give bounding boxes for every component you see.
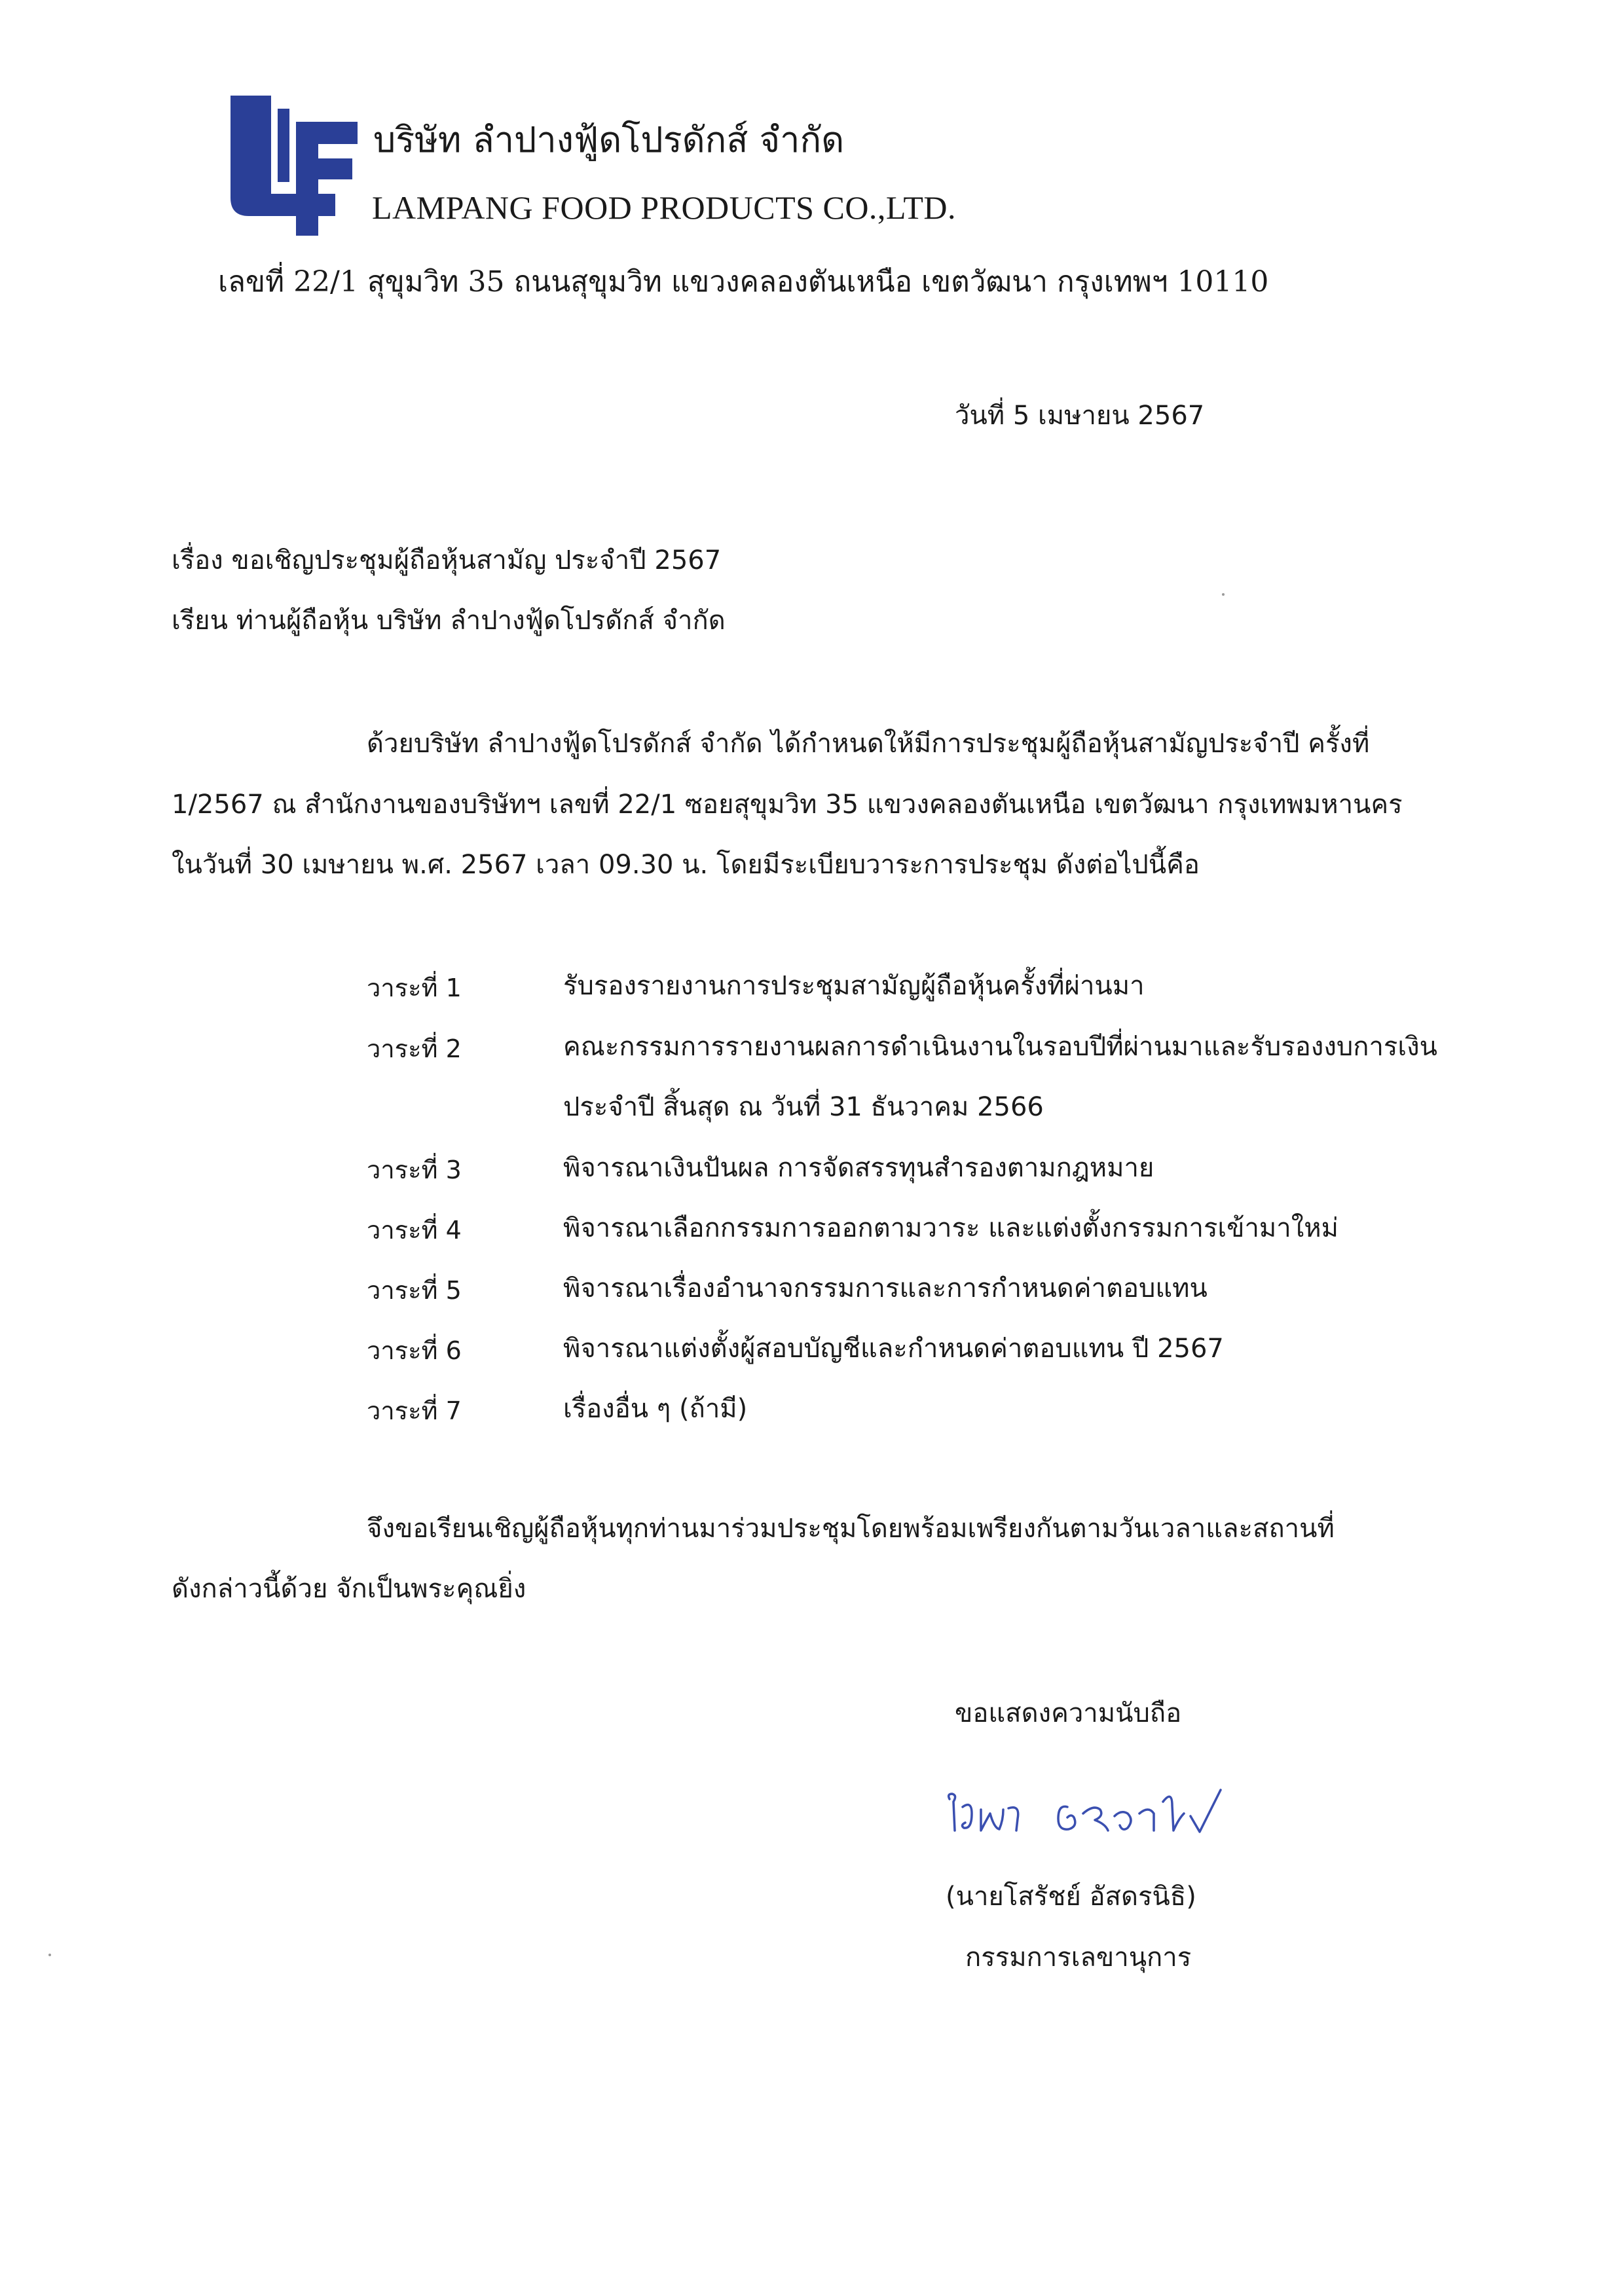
company-logo (231, 96, 358, 236)
signer-name: (นายโสรัชย์ อัสดรนิธิ) (946, 1882, 1196, 1912)
letter-date: วันที่ 5 เมษายน 2567 (955, 401, 1205, 431)
closing-salutation: ขอแสดงความนับถือ (955, 1698, 1182, 1728)
company-address: เลขที่ 22/1 สุขุมวิท 35 ถนนสุขุมวิท แขวงคลองตันเหนือ เขตวัฒนา กรุงเทพฯ 10110 (218, 265, 1269, 299)
intro-line-3: ในวันที่ 30 เมษายน พ.ศ. 2567 เวลา 09.30 น. โดยมีระเบียบวาระการประชุม ดังต่อไปนี้คือ (172, 850, 1200, 880)
agenda-label: วาระที่ 1 (367, 974, 462, 1002)
invitation-line-2: ดังกล่าวนี้ด้วย จักเป็นพระคุณยิ่ง (172, 1574, 526, 1604)
letter-subject: เรื่อง ขอเชิญประชุมผู้ถือหุ้นสามัญ ประจำปี 2567 (172, 545, 722, 575)
invitation-line-1: จึงขอเรียนเชิญผู้ถือหุ้นทุกท่านมาร่วมประชุมโดยพร้อมเพรียงกันตามวันเวลาและสถานที่ (367, 1514, 1335, 1544)
agenda-label: วาระที่ 6 (367, 1336, 462, 1365)
company-name-thai: บริษัท ลำปางฟู้ดโปรดักส์ จำกัด (373, 119, 845, 160)
signer-position: กรรมการเลขานุการ (965, 1942, 1192, 1973)
agenda-text: คณะกรรมการรายงานผลการดำเนินงานในรอบปีที่ผ่านมาและรับรองงบการเงิน (563, 1032, 1437, 1062)
agenda-text: พิจารณาแต่งตั้งผู้สอบบัญชีและกำหนดค่าตอบแทน ปี 2567 (563, 1334, 1224, 1364)
intro-line-2: 1/2567 ณ สำนักงานของบริษัทฯ เลขที่ 22/1 ซอยสุขุมวิท 35 แขวงคลองตันเหนือ เขตวัฒนา กรุงเทพมหานคร (172, 790, 1403, 820)
agenda-text: พิจารณาเรื่องอำนาจกรรมการและการกำหนดค่าตอบแทน (563, 1273, 1208, 1303)
agenda-text: รับรองรายงานการประชุมสามัญผู้ถือหุ้นครั้งที่ผ่านมา (563, 971, 1145, 1001)
handwritten-signature (943, 1768, 1231, 1853)
agenda-text: เรื่องอื่น ๆ (ถ้ามี) (563, 1394, 748, 1424)
agenda-label: วาระที่ 2 (367, 1034, 462, 1063)
company-name-english: LAMPANG FOOD PRODUCTS CO.,LTD. (372, 189, 957, 226)
agenda-text: พิจารณาเงินปันผล การจัดสรรทุนสำรองตามกฎหมาย (563, 1153, 1154, 1183)
agenda-label: วาระที่ 3 (367, 1156, 462, 1184)
agenda-label: วาระที่ 7 (367, 1396, 462, 1425)
agenda-text-continued: ประจำปี สิ้นสุด ณ วันที่ 31 ธันวาคม 2566 (563, 1092, 1044, 1122)
scan-speck (1222, 593, 1225, 596)
agenda-label: วาระที่ 5 (367, 1276, 462, 1305)
intro-line-1: ด้วยบริษัท ลำปางฟู้ดโปรดักส์ จำกัด ได้กำหนดให้มีการประชุมผู้ถือหุ้นสามัญประจำปี ครั้งที่ (367, 729, 1370, 759)
letter-recipient: เรียน ท่านผู้ถือหุ้น บริษัท ลำปางฟู้ดโปรดักส์ จำกัด (172, 606, 726, 636)
scan-speck (48, 1954, 51, 1956)
agenda-text: พิจารณาเลือกกรรมการออกตามวาระ และแต่งตั้งกรรมการเข้ามาใหม่ (563, 1213, 1339, 1243)
agenda-label: วาระที่ 4 (367, 1216, 462, 1245)
